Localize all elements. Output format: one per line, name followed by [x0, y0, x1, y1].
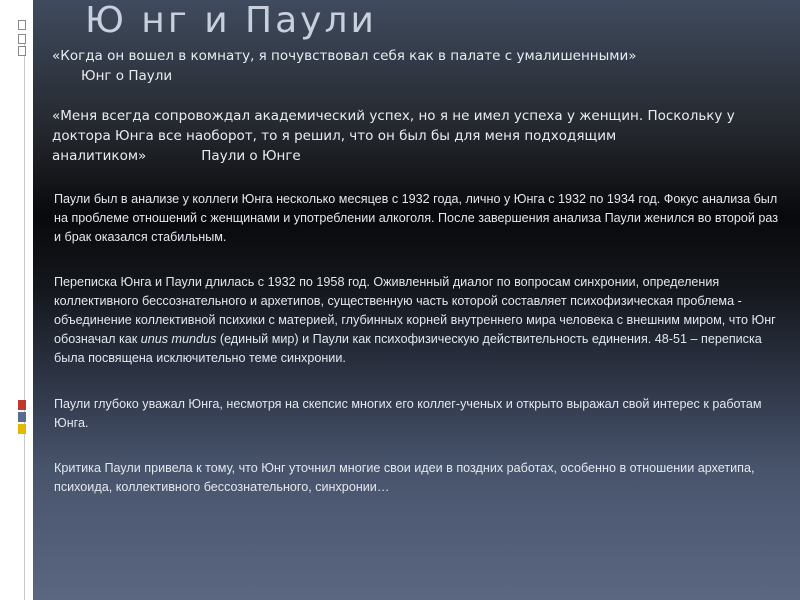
left-divider-line — [24, 40, 25, 600]
paragraph-analysis: Паули был в анализе у коллеги Юнга несколько месяцев с 1932 года, лично у Юнга с 1932 по 1934 год. Фокус анализа был на проблеме отношений с женщинами и употреблении алкоголя. После завершения анализа Паули женился во второй раз и брак оказался стабильным. — [54, 192, 779, 244]
quote-jung-text: «Когда он вошел в комнату, я почувствовал себя как в палате с умалишенными» — [52, 48, 637, 64]
slide-title: Ю нг и Паули — [85, 0, 377, 41]
quote-jung-author: Юнг о Паули — [81, 68, 173, 84]
deco-square-white-1 — [18, 20, 26, 30]
paragraph-correspondence-part1: Переписка Юнга и Паули длилась с 1932 по 1958 год. Оживленный диалог по вопросам синхронии, определения коллективного бессознательного и архетипов, существенную часть которой составляет психофизическая проблема - объединение коллективной психики с материей, глубинных корней внутреннего мира человека с внешним миром, что Юнг обозначал как — [54, 275, 776, 346]
paragraph-respect: Паули глубоко уважал Юнга, несмотря на скепсис многих его коллег-ученых и открыто выражал свой интерес к работам Юнга. — [54, 397, 762, 430]
body-text — [54, 190, 784, 517]
deco-square-blue — [18, 412, 26, 422]
unus-mundus-term: unus mundus — [140, 332, 217, 346]
deco-square-yellow — [18, 424, 26, 434]
quotes-block — [52, 46, 792, 166]
quote-pauli-text: «Меня всегда сопровождал академический успех, но я не имел успеха у женщин. Поскольку у доктора Юнга все наоборот, то я решил, что он был бы для меня подходящим аналитиком» — [52, 108, 735, 164]
paragraph-correspondence — [54, 273, 784, 368]
deco-square-white-3 — [18, 46, 26, 56]
quote-pauli — [52, 106, 792, 166]
deco-square-white-2 — [18, 34, 26, 44]
paragraph-criticism: Критика Паули привела к тому, что Юнг уточнил многие свои идеи в поздних работах, особенно в отношении архетипа, психоида, коллективного бессознательного, синхронии… — [54, 461, 755, 494]
paragraph-correspondence-part2: (единый мир) и Паули как психофизическую действительность единения. 48-51 – переписка была посвящена исключительно теме синхронии. — [54, 332, 762, 365]
deco-square-red — [18, 400, 26, 410]
quote-pauli-author: Паули о Юнге — [201, 148, 301, 164]
